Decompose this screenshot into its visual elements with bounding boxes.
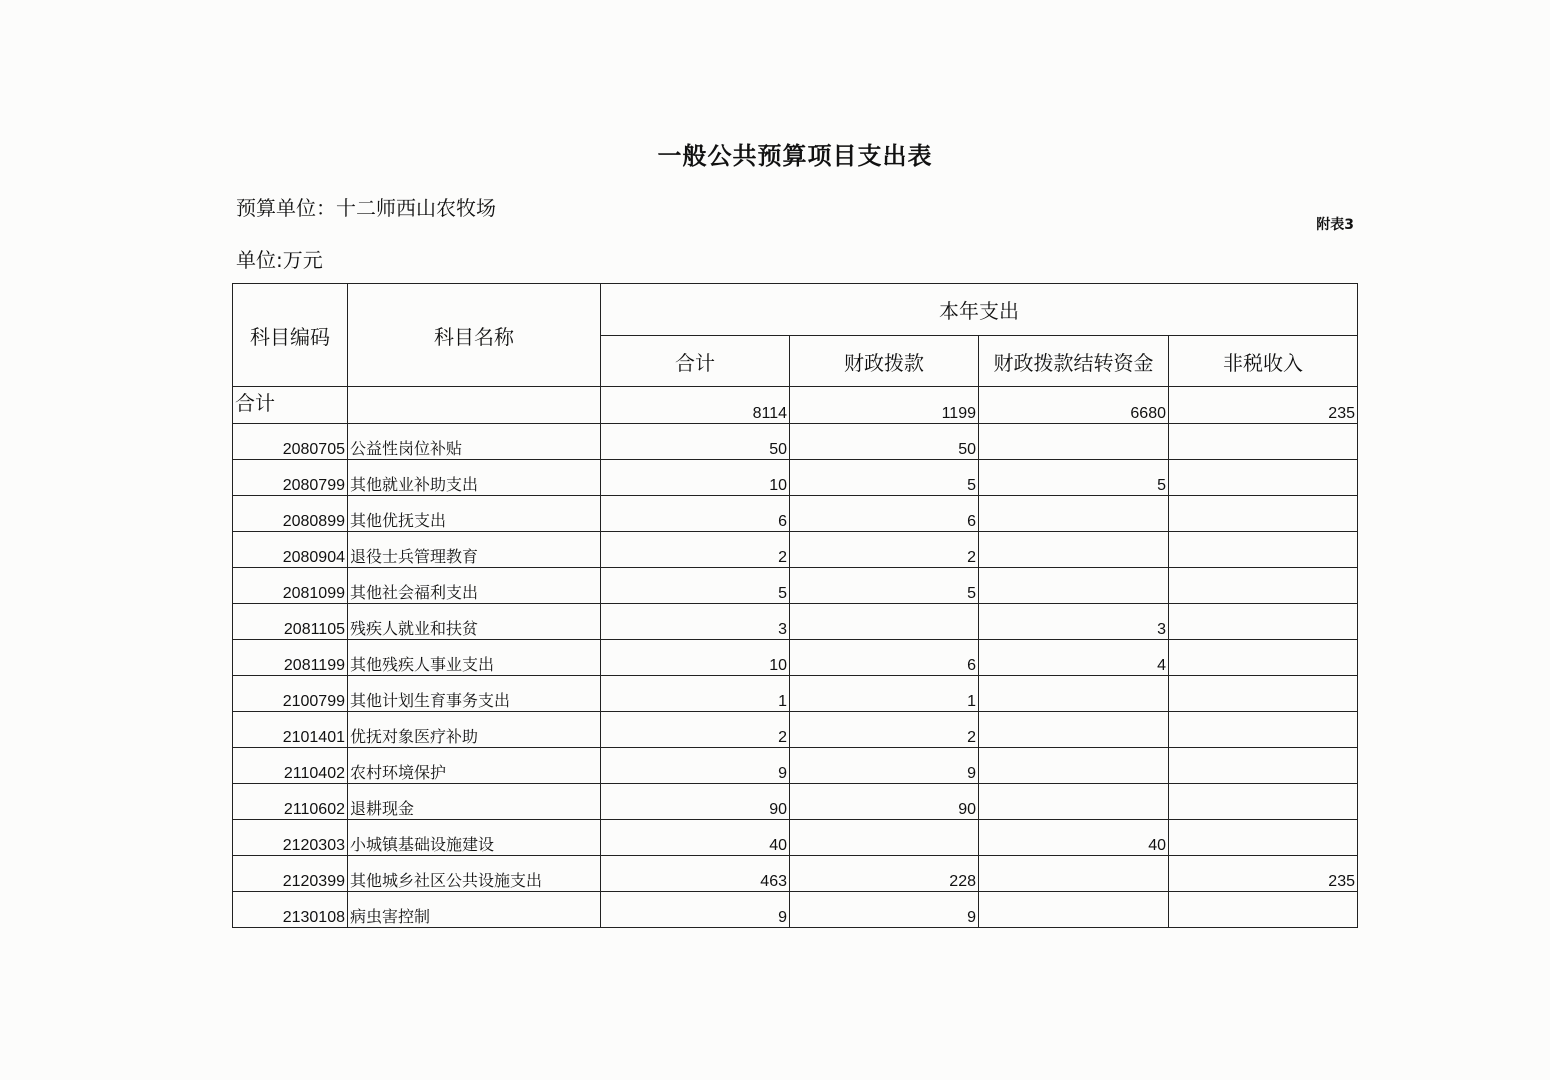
- table-row: [233, 604, 1358, 640]
- cell-nontax: [1169, 604, 1358, 640]
- cell-nontax: [1169, 748, 1358, 784]
- table-row: [233, 496, 1358, 532]
- cell-name: 退耕现金: [348, 784, 601, 820]
- cell-fiscal: 9: [790, 892, 979, 928]
- cell-name: 其他社会福利支出: [348, 568, 601, 604]
- cell-fiscal: 5: [790, 568, 979, 604]
- cell-total: 6: [601, 496, 790, 532]
- cell-name: 其他就业补助支出: [348, 460, 601, 496]
- cell-name: 残疾人就业和扶贫: [348, 604, 601, 640]
- cell-fiscal: 2: [790, 532, 979, 568]
- cell-carryover: [979, 424, 1169, 460]
- cell-name: 其他优抚支出: [348, 496, 601, 532]
- attachment-label: 附表3: [1316, 217, 1354, 233]
- cell-name: 退役士兵管理教育: [348, 532, 601, 568]
- cell-fiscal: 228: [790, 856, 979, 892]
- table-row: [233, 748, 1358, 784]
- cell-code: 2130108: [233, 892, 348, 928]
- cell-carryover: [979, 712, 1169, 748]
- cell-total: 1: [601, 676, 790, 712]
- total-row-name-cell: [348, 387, 601, 424]
- cell-nontax: [1169, 892, 1358, 928]
- total-row-carryover: 6680: [979, 387, 1169, 424]
- cell-nontax: [1169, 712, 1358, 748]
- total-row: [233, 387, 1358, 424]
- header-carryover-funds: 财政拨款结转资金: [979, 336, 1169, 387]
- header-code: 科目编码: [233, 284, 348, 387]
- cell-code: 2080705: [233, 424, 348, 460]
- cell-name: 其他城乡社区公共设施支出: [348, 856, 601, 892]
- cell-total: 463: [601, 856, 790, 892]
- total-row-nontax: 235: [1169, 387, 1358, 424]
- cell-carryover: [979, 568, 1169, 604]
- cell-carryover: 3: [979, 604, 1169, 640]
- cell-total: 3: [601, 604, 790, 640]
- table-row: [233, 640, 1358, 676]
- total-row-total: 8114: [601, 387, 790, 424]
- cell-fiscal: 1: [790, 676, 979, 712]
- table-row: [233, 856, 1358, 892]
- header-current-year-expenditure: 本年支出: [601, 284, 1358, 336]
- cell-name: 其他计划生育事务支出: [348, 676, 601, 712]
- cell-total: 40: [601, 820, 790, 856]
- table-row: [233, 784, 1358, 820]
- cell-fiscal: 6: [790, 496, 979, 532]
- cell-fiscal: 6: [790, 640, 979, 676]
- cell-carryover: 4: [979, 640, 1169, 676]
- cell-name: 优抚对象医疗补助: [348, 712, 601, 748]
- cell-code: 2080799: [233, 460, 348, 496]
- cell-fiscal: 9: [790, 748, 979, 784]
- header-total: 合计: [601, 336, 790, 387]
- cell-total: 5: [601, 568, 790, 604]
- cell-fiscal: 50: [790, 424, 979, 460]
- cell-code: 2080899: [233, 496, 348, 532]
- header-row-1: [233, 284, 1358, 336]
- cell-nontax: [1169, 532, 1358, 568]
- cell-code: 2110402: [233, 748, 348, 784]
- cell-carryover: [979, 676, 1169, 712]
- cell-name: 公益性岗位补贴: [348, 424, 601, 460]
- header-fiscal-appropriation: 财政拨款: [790, 336, 979, 387]
- total-row-label: 合计: [233, 387, 348, 424]
- cell-nontax: 235: [1169, 856, 1358, 892]
- cell-code: 2081105: [233, 604, 348, 640]
- cell-total: 9: [601, 748, 790, 784]
- cell-nontax: [1169, 568, 1358, 604]
- table-row: [233, 532, 1358, 568]
- cell-nontax: [1169, 460, 1358, 496]
- table-row: [233, 568, 1358, 604]
- cell-carryover: [979, 892, 1169, 928]
- cell-name: 其他残疾人事业支出: [348, 640, 601, 676]
- table-row: [233, 424, 1358, 460]
- cell-nontax: [1169, 496, 1358, 532]
- page-title: 一般公共预算项目支出表: [657, 142, 933, 170]
- cell-nontax: [1169, 676, 1358, 712]
- table-row: [233, 712, 1358, 748]
- cell-total: 9: [601, 892, 790, 928]
- cell-total: 2: [601, 712, 790, 748]
- cell-fiscal: 5: [790, 460, 979, 496]
- header-name: 科目名称: [348, 284, 601, 387]
- cell-code: 2081199: [233, 640, 348, 676]
- cell-carryover: [979, 496, 1169, 532]
- cell-total: 90: [601, 784, 790, 820]
- cell-total: 50: [601, 424, 790, 460]
- cell-carryover: [979, 784, 1169, 820]
- cell-code: 2120303: [233, 820, 348, 856]
- budget-unit-line: 预算单位：十二师西山农牧场: [236, 196, 496, 220]
- table-row: [233, 820, 1358, 856]
- cell-fiscal: [790, 820, 979, 856]
- table-row: [233, 460, 1358, 496]
- cell-code: 2080904: [233, 532, 348, 568]
- total-row-fiscal: 1199: [790, 387, 979, 424]
- cell-name: 病虫害控制: [348, 892, 601, 928]
- cell-fiscal: 2: [790, 712, 979, 748]
- cell-carryover: [979, 748, 1169, 784]
- cell-code: 2101401: [233, 712, 348, 748]
- cell-code: 2110602: [233, 784, 348, 820]
- cell-carryover: 5: [979, 460, 1169, 496]
- cell-total: 10: [601, 640, 790, 676]
- cell-fiscal: [790, 604, 979, 640]
- cell-carryover: [979, 856, 1169, 892]
- cell-nontax: [1169, 820, 1358, 856]
- currency-unit-line: 单位:万元: [236, 248, 323, 272]
- cell-fiscal: 90: [790, 784, 979, 820]
- cell-code: 2100799: [233, 676, 348, 712]
- cell-name: 农村环境保护: [348, 748, 601, 784]
- table-row: [233, 676, 1358, 712]
- cell-name: 小城镇基础设施建设: [348, 820, 601, 856]
- cell-nontax: [1169, 424, 1358, 460]
- cell-nontax: [1169, 640, 1358, 676]
- cell-carryover: [979, 532, 1169, 568]
- table-row: [233, 892, 1358, 928]
- cell-code: 2081099: [233, 568, 348, 604]
- cell-total: 10: [601, 460, 790, 496]
- cell-code: 2120399: [233, 856, 348, 892]
- cell-carryover: 40: [979, 820, 1169, 856]
- header-nontax-revenue: 非税收入: [1169, 336, 1358, 387]
- cell-nontax: [1169, 784, 1358, 820]
- budget-table: [232, 283, 1358, 928]
- cell-total: 2: [601, 532, 790, 568]
